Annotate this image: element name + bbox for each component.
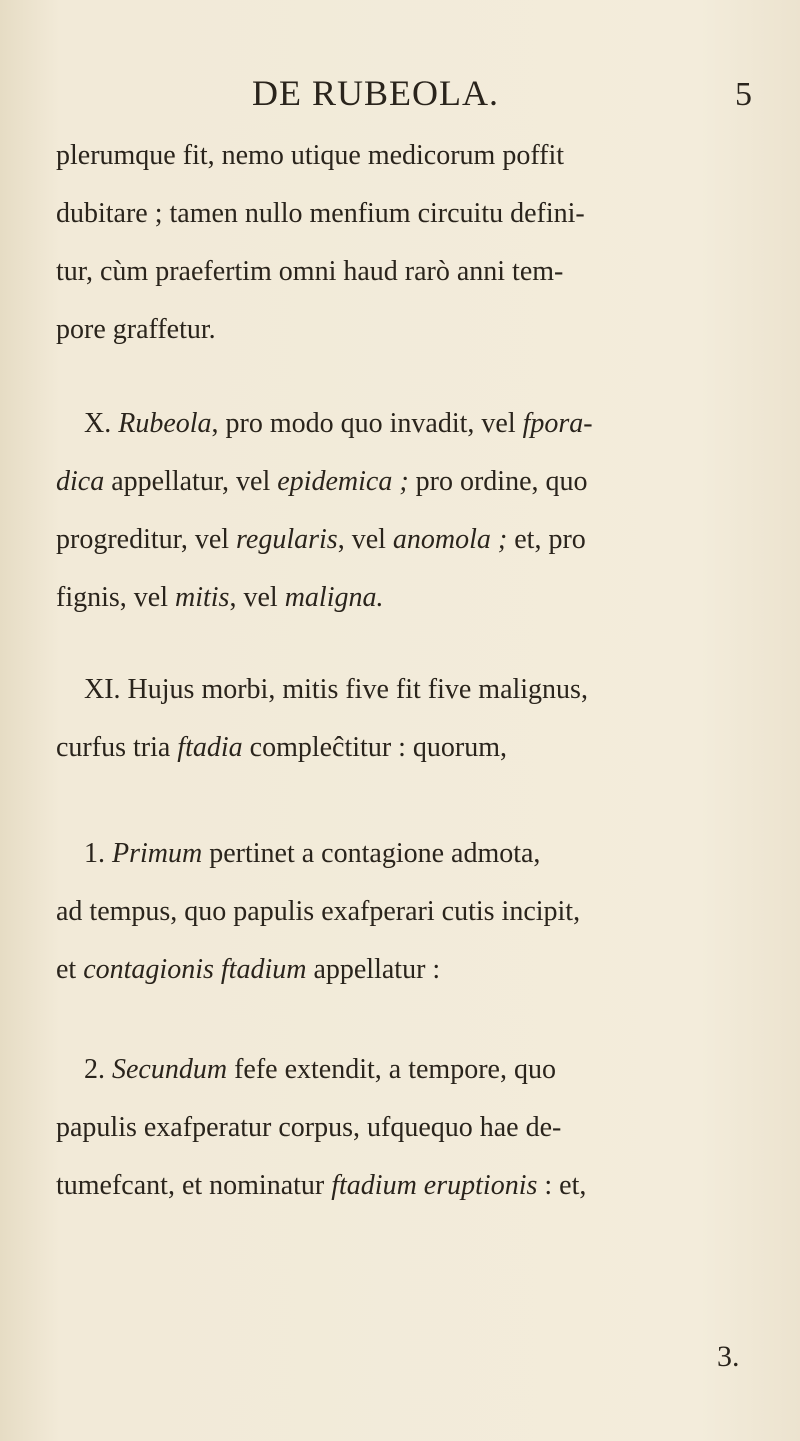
italic-term: Rubeola <box>118 408 212 439</box>
italic-term: anomola ; <box>392 524 508 555</box>
text-line: 2. Secundum fefe extendit, a tempore, quo <box>84 1054 556 1085</box>
text-line: tumefcant, et nominatur ftadium eruptionis : et, <box>56 1170 587 1201</box>
text-line: dica appellatur, vel epidemica ; pro ordine, quo <box>56 466 588 497</box>
italic-term: regularis <box>236 524 338 555</box>
page-header <box>0 72 800 112</box>
text-line: progreditur, vel regularis, vel anomola ; et, pro <box>56 524 586 555</box>
text-line: X. Rubeola, pro modo quo invadit, vel fpora- <box>84 408 593 439</box>
italic-term: ftadia <box>177 732 243 763</box>
text-line: tur, cùm praefertim omni haud rarò anni tem- <box>56 256 564 287</box>
italic-term: mitis <box>175 582 230 613</box>
italic-term: Primum <box>112 838 203 869</box>
italic-term: fpora- <box>522 408 593 439</box>
italic-term: epidemica ; <box>277 466 409 497</box>
text-line: dubitare ; tamen nullo menfium circuitu defini- <box>56 198 585 229</box>
text-line: ad tempus, quo papulis exafperari cutis incipit, <box>56 896 581 927</box>
running-title: DE RUBEOLA. <box>252 73 499 113</box>
text-line: curfus tria ftadia compleĉtitur : quorum, <box>56 732 508 763</box>
italic-term: Secundum <box>112 1054 228 1085</box>
text-line: et contagionis ftadium appellatur : <box>56 954 441 985</box>
page-number: 5 <box>735 76 752 113</box>
italic-term: ftadium eruptionis <box>331 1170 538 1201</box>
catchword: 3. <box>717 1340 740 1373</box>
italic-term: dica <box>56 466 105 497</box>
italic-term: contagionis ftadium <box>83 954 307 985</box>
text-line: 1. Primum pertinet a contagione admota, <box>84 838 541 869</box>
text-line: pore graffetur. <box>56 314 216 345</box>
text-line: plerumque fit, nemo utique medicorum poffit <box>56 140 565 171</box>
text-line: XI. Hujus morbi, mitis five fit five malignus, <box>84 674 588 705</box>
text-line: papulis exafperatur corpus, ufquequo hae de- <box>56 1112 562 1143</box>
text-line: fignis, vel mitis, vel maligna. <box>56 582 384 613</box>
italic-term: maligna. <box>284 582 384 613</box>
